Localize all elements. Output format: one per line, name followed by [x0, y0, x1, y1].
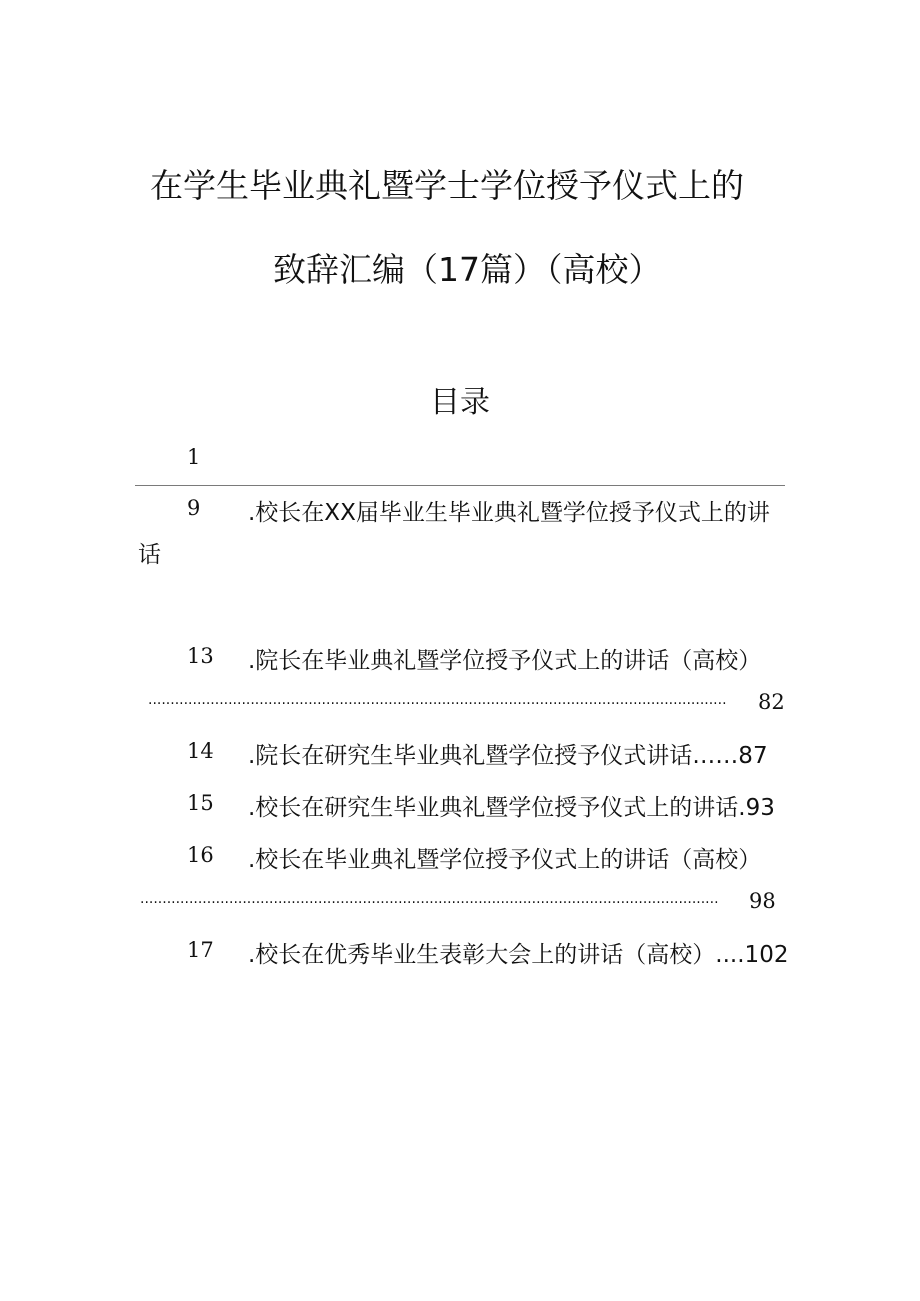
toc-item-number: 15	[187, 791, 214, 815]
toc-item-title[interactable]: .院长在研究生毕业典礼暨学位授予仪式讲话……87	[248, 743, 768, 769]
toc-item-number: 17	[187, 938, 214, 962]
document-title-line-1: 在学生毕业典礼暨学士学位授予仪式上的	[150, 166, 744, 205]
toc-heading: 目录	[430, 385, 490, 420]
toc-item-title[interactable]: .校长在优秀毕业生表彰大会上的讲话（高校）....102	[248, 942, 789, 968]
toc-divider	[135, 485, 785, 486]
toc-page-number[interactable]: 82	[758, 690, 785, 714]
toc-item-title[interactable]: .校长在研究生毕业典礼暨学位授予仪式上的讲话.93	[248, 795, 775, 821]
document-title-line-2: 致辞汇编（17篇）（高校）	[273, 250, 662, 289]
toc-item-title[interactable]: .院长在毕业典礼暨学位授予仪式上的讲话（高校）	[248, 648, 762, 674]
toc-item-number: 14	[187, 739, 214, 763]
toc-item-title[interactable]: .校长在毕业典礼暨学位授予仪式上的讲话（高校）	[248, 847, 762, 873]
toc-page-number[interactable]: 98	[749, 889, 776, 913]
toc-item-number: 16	[187, 843, 214, 867]
toc-leader-dots: ..................................................................................................................................	[148, 692, 727, 708]
toc-item-title[interactable]: .校长在XX届毕业生毕业典礼暨学位授予仪式上的讲	[248, 500, 770, 526]
toc-item-number: 13	[187, 644, 214, 668]
toc-item-number: 9	[187, 496, 201, 520]
toc-item-title-wrap[interactable]: 话	[138, 542, 161, 568]
toc-leader-dots: ..................................................................................................................................	[140, 891, 719, 907]
toc-item-number: 1	[187, 445, 201, 469]
